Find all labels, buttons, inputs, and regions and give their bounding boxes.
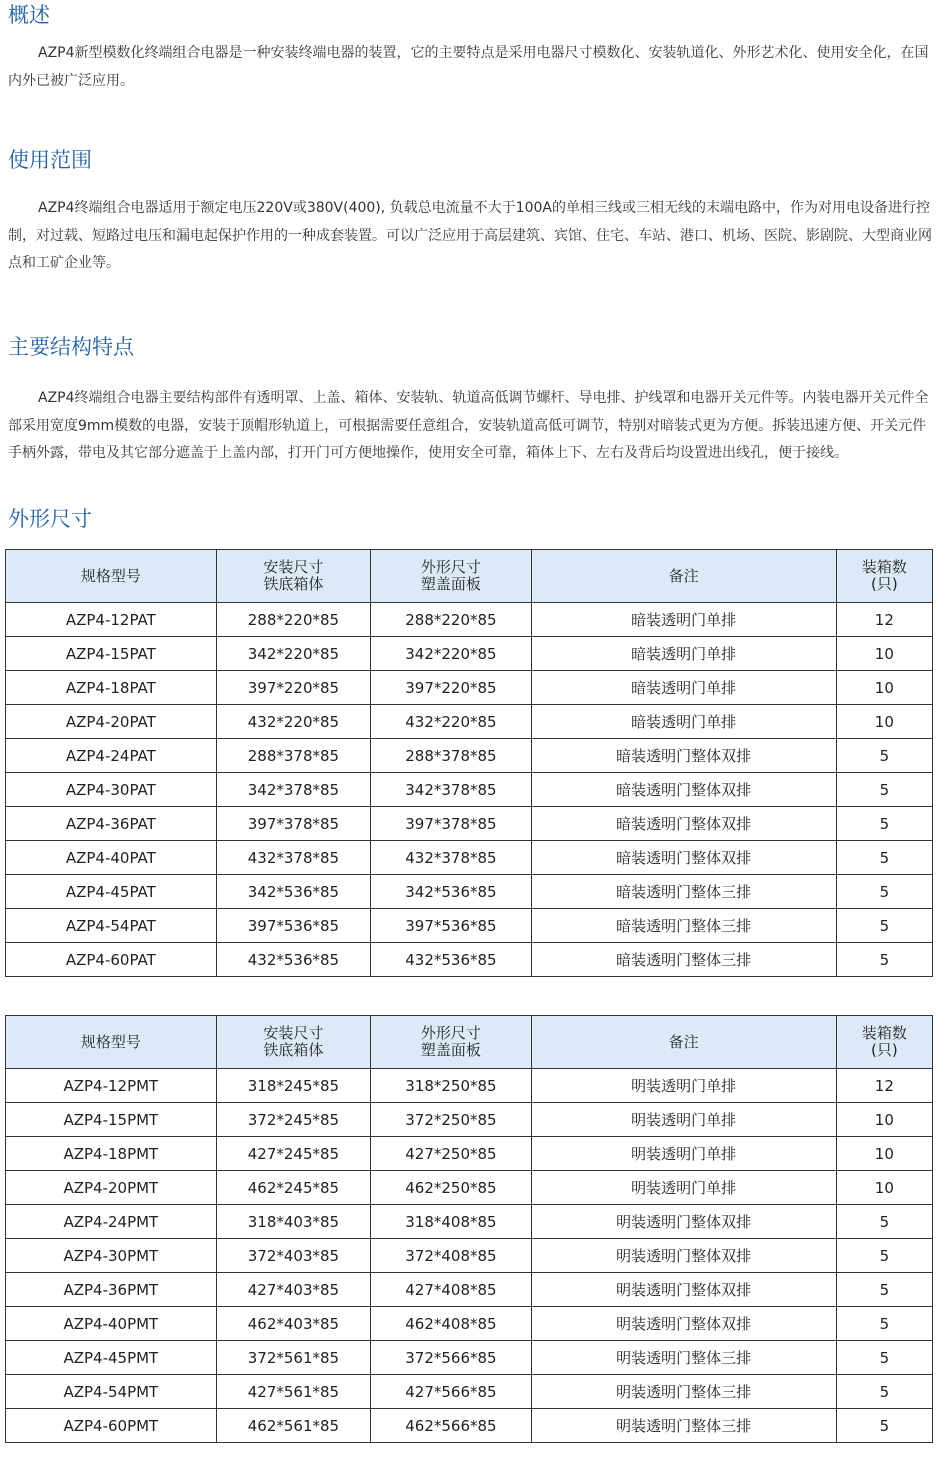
header-install-line1: 安装尺寸: [263, 558, 324, 576]
header-outer-size: [371, 1016, 532, 1069]
cell-quantity: 5: [836, 807, 932, 841]
cell-outer-size: 432*220*85: [371, 705, 532, 739]
cell-outer-size: 427*250*85: [371, 1137, 532, 1171]
cell-remark: 明装透明门整体三排: [531, 1409, 836, 1443]
header-qty-line2: (只): [870, 575, 898, 593]
header-install-line2: 铁底箱体: [263, 575, 324, 593]
cell-remark: 明装透明门整体三排: [531, 1341, 836, 1375]
cell-install-size: 288*378*85: [216, 739, 371, 773]
cell-model: AZP4-24PMT: [6, 1205, 217, 1239]
cell-install-size: 318*245*85: [216, 1069, 371, 1103]
overview-heading: 概述: [8, 3, 50, 27]
header-qty-line2: (只): [870, 1041, 898, 1059]
cell-remark: 暗装透明门整体三排: [531, 875, 836, 909]
cell-model: AZP4-54PMT: [6, 1375, 217, 1409]
overview-paragraph: AZP4新型模数化终端组合电器是一种安装终端电器的装置，它的主要特点是采用电器尺寸模数化、安装轨道化、外形艺术化、使用安全化，在国内外已被广泛应用。: [8, 45, 929, 89]
cell-install-size: 372*403*85: [216, 1239, 371, 1273]
cell-remark: 暗装透明门整体三排: [531, 943, 836, 977]
cell-install-size: 427*561*85: [216, 1375, 371, 1409]
cell-outer-size: 372*566*85: [371, 1341, 532, 1375]
cell-quantity: 5: [836, 1273, 932, 1307]
cell-outer-size: 462*250*85: [371, 1171, 532, 1205]
scope-paragraph: AZP4终端组合电器适用于额定电压220V或380V(400), 负载总电流量不大于100A的单相三线或三相无线的末端电路中，作为对用电设备进行控制，对过载、短路过电压和漏电起保护作用的一种成套装置。可以广泛应用于高层建筑、宾馆、住宅、车站、港口、机场、医院、影剧院、大型商业网点和工矿企业等。: [8, 200, 932, 271]
cell-install-size: 432*220*85: [216, 705, 371, 739]
header-outer-line1: 外形尺寸: [420, 1024, 481, 1042]
cell-model: AZP4-30PMT: [6, 1239, 217, 1273]
cell-outer-size: 318*250*85: [371, 1069, 532, 1103]
cell-outer-size: 318*408*85: [371, 1205, 532, 1239]
cell-remark: 明装透明门整体双排: [531, 1273, 836, 1307]
cell-install-size: 372*245*85: [216, 1103, 371, 1137]
cell-remark: 明装透明门单排: [531, 1103, 836, 1137]
table-row: [6, 637, 933, 671]
cell-quantity: 10: [836, 1103, 932, 1137]
cell-outer-size: 427*408*85: [371, 1273, 532, 1307]
header-outer-line2: 塑盖面板: [420, 575, 481, 593]
cell-model: AZP4-18PAT: [6, 671, 217, 705]
cell-quantity: 10: [836, 637, 932, 671]
table-row: [6, 1205, 933, 1239]
cell-quantity: 5: [836, 909, 932, 943]
cell-outer-size: 372*408*85: [371, 1239, 532, 1273]
table-row: [6, 1375, 933, 1409]
spec-table-surface: [5, 1015, 933, 1443]
structure-heading: 主要结构特点: [8, 335, 134, 359]
table-row: [6, 1273, 933, 1307]
cell-install-size: 462*245*85: [216, 1171, 371, 1205]
table-row: [6, 671, 933, 705]
cell-model: AZP4-12PMT: [6, 1069, 217, 1103]
table-body: [6, 603, 933, 977]
table-row: [6, 1069, 933, 1103]
cell-remark: 暗装透明门整体三排: [531, 909, 836, 943]
cell-quantity: 10: [836, 705, 932, 739]
cell-install-size: 318*403*85: [216, 1205, 371, 1239]
cell-install-size: 288*220*85: [216, 603, 371, 637]
cell-remark: 明装透明门单排: [531, 1069, 836, 1103]
cell-quantity: 5: [836, 1341, 932, 1375]
cell-quantity: 12: [836, 603, 932, 637]
table-row: [6, 603, 933, 637]
cell-outer-size: 288*378*85: [371, 739, 532, 773]
cell-remark: 明装透明门单排: [531, 1171, 836, 1205]
cell-remark: 暗装透明门整体双排: [531, 807, 836, 841]
header-qty-line1: 装箱数: [861, 1024, 907, 1042]
cell-remark: 暗装透明门整体双排: [531, 739, 836, 773]
cell-outer-size: 342*536*85: [371, 875, 532, 909]
cell-outer-size: 462*408*85: [371, 1307, 532, 1341]
cell-remark: 暗装透明门单排: [531, 603, 836, 637]
header-install-line2: 铁底箱体: [263, 1041, 324, 1059]
cell-quantity: 5: [836, 841, 932, 875]
cell-install-size: 432*378*85: [216, 841, 371, 875]
cell-remark: 明装透明门整体双排: [531, 1307, 836, 1341]
cell-outer-size: 372*250*85: [371, 1103, 532, 1137]
cell-install-size: 342*378*85: [216, 773, 371, 807]
cell-remark: 暗装透明门单排: [531, 637, 836, 671]
dimensions-heading: 外形尺寸: [8, 507, 92, 531]
cell-model: AZP4-20PMT: [6, 1171, 217, 1205]
cell-quantity: 5: [836, 739, 932, 773]
cell-remark: 明装透明门整体双排: [531, 1205, 836, 1239]
cell-install-size: 397*378*85: [216, 807, 371, 841]
cell-outer-size: 397*536*85: [371, 909, 532, 943]
cell-outer-size: 342*220*85: [371, 637, 532, 671]
cell-quantity: 5: [836, 943, 932, 977]
cell-model: AZP4-54PAT: [6, 909, 217, 943]
header-remark: 备注: [531, 1016, 836, 1069]
cell-quantity: 5: [836, 1239, 932, 1273]
cell-install-size: 372*561*85: [216, 1341, 371, 1375]
header-quantity: [836, 550, 932, 603]
cell-install-size: 462*561*85: [216, 1409, 371, 1443]
cell-remark: 明装透明门单排: [531, 1137, 836, 1171]
cell-install-size: 342*220*85: [216, 637, 371, 671]
header-install-size: [216, 1016, 371, 1069]
header-qty-line1: 装箱数: [861, 558, 907, 576]
cell-quantity: 10: [836, 671, 932, 705]
cell-model: AZP4-30PAT: [6, 773, 217, 807]
cell-outer-size: 432*536*85: [371, 943, 532, 977]
table-row: [6, 909, 933, 943]
table-row: [6, 1103, 933, 1137]
cell-model: AZP4-36PAT: [6, 807, 217, 841]
cell-model: AZP4-40PMT: [6, 1307, 217, 1341]
cell-quantity: 10: [836, 1137, 932, 1171]
cell-remark: 暗装透明门整体双排: [531, 773, 836, 807]
cell-install-size: 427*245*85: [216, 1137, 371, 1171]
table-row: [6, 705, 933, 739]
cell-model: AZP4-36PMT: [6, 1273, 217, 1307]
cell-install-size: 462*403*85: [216, 1307, 371, 1341]
cell-outer-size: 432*378*85: [371, 841, 532, 875]
cell-remark: 明装透明门整体三排: [531, 1375, 836, 1409]
table-row: [6, 1341, 933, 1375]
cell-model: AZP4-18PMT: [6, 1137, 217, 1171]
header-outer-line1: 外形尺寸: [420, 558, 481, 576]
cell-quantity: 12: [836, 1069, 932, 1103]
cell-model: AZP4-45PMT: [6, 1341, 217, 1375]
cell-model: AZP4-15PAT: [6, 637, 217, 671]
header-model: 规格型号: [6, 1016, 217, 1069]
header-outer-line2: 塑盖面板: [420, 1041, 481, 1059]
table-row: [6, 739, 933, 773]
cell-model: AZP4-40PAT: [6, 841, 217, 875]
header-model: 规格型号: [6, 550, 217, 603]
cell-model: AZP4-15PMT: [6, 1103, 217, 1137]
cell-outer-size: 342*378*85: [371, 773, 532, 807]
cell-outer-size: 397*378*85: [371, 807, 532, 841]
cell-quantity: 5: [836, 1375, 932, 1409]
cell-model: AZP4-24PAT: [6, 739, 217, 773]
table-row: [6, 1239, 933, 1273]
table-row: [6, 1409, 933, 1443]
table-header-row: [6, 1016, 933, 1069]
table-row: [6, 841, 933, 875]
cell-remark: 暗装透明门单排: [531, 705, 836, 739]
header-install-line1: 安装尺寸: [263, 1024, 324, 1042]
table-body: [6, 1069, 933, 1443]
table-row: [6, 1171, 933, 1205]
table-row: [6, 1137, 933, 1171]
table-row: [6, 773, 933, 807]
cell-outer-size: 288*220*85: [371, 603, 532, 637]
header-remark: 备注: [531, 550, 836, 603]
cell-install-size: 427*403*85: [216, 1273, 371, 1307]
header-install-size: [216, 550, 371, 603]
cell-install-size: 397*220*85: [216, 671, 371, 705]
cell-outer-size: 427*566*85: [371, 1375, 532, 1409]
cell-install-size: 397*536*85: [216, 909, 371, 943]
cell-model: AZP4-60PAT: [6, 943, 217, 977]
cell-model: AZP4-45PAT: [6, 875, 217, 909]
scope-heading: 使用范围: [8, 148, 92, 172]
cell-model: AZP4-12PAT: [6, 603, 217, 637]
cell-quantity: 5: [836, 1205, 932, 1239]
cell-outer-size: 397*220*85: [371, 671, 532, 705]
cell-quantity: 5: [836, 875, 932, 909]
table-row: [6, 807, 933, 841]
cell-model: AZP4-20PAT: [6, 705, 217, 739]
cell-outer-size: 462*566*85: [371, 1409, 532, 1443]
header-outer-size: [371, 550, 532, 603]
table-row: [6, 1307, 933, 1341]
cell-remark: 暗装透明门单排: [531, 671, 836, 705]
cell-remark: 暗装透明门整体双排: [531, 841, 836, 875]
table-row: [6, 943, 933, 977]
cell-quantity: 5: [836, 773, 932, 807]
cell-quantity: 5: [836, 1409, 932, 1443]
cell-quantity: 5: [836, 1307, 932, 1341]
spec-table-concealed: [5, 549, 933, 977]
cell-quantity: 10: [836, 1171, 932, 1205]
table-row: [6, 875, 933, 909]
cell-install-size: 432*536*85: [216, 943, 371, 977]
header-quantity: [836, 1016, 932, 1069]
table-header-row: [6, 550, 933, 603]
cell-remark: 明装透明门整体双排: [531, 1239, 836, 1273]
cell-install-size: 342*536*85: [216, 875, 371, 909]
structure-paragraph: AZP4终端组合电器主要结构部件有透明罩、上盖、箱体、安装轨、轨道高低调节螺杆、导电排、护线罩和电器开关元件等。内装电器开关元件全部采用宽度9mm模数的电器，安装于顶帽形轨道上，可根据需要任意组合，安装轨道高低可调节，特别对暗装式更为方便。拆装迅速方便、开关元件手柄外露，带电及其它部分遮盖于上盖内部，打开门可方便地操作，使用安全可靠，箱体上下、左右及背后均设置进出线孔，便于接线。: [8, 390, 929, 461]
cell-model: AZP4-60PMT: [6, 1409, 217, 1443]
